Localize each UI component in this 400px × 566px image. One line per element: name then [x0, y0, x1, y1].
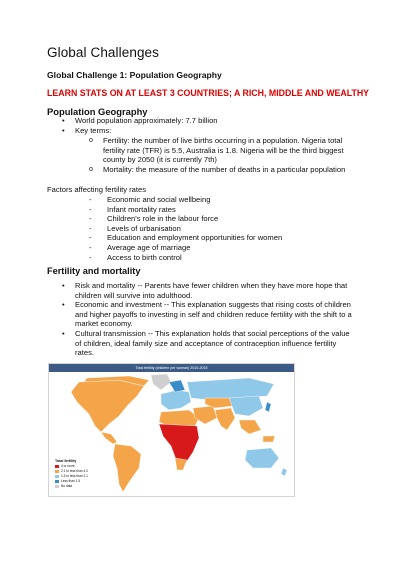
list-item: - Access to birth control — [89, 253, 339, 263]
key-terms-list — [89, 136, 347, 174]
list-item: • Key terms: — [62, 126, 362, 136]
page-title: Global Challenges — [47, 45, 160, 60]
legend-swatch — [55, 470, 59, 473]
region-china — [229, 396, 263, 416]
section-heading-population: Population Geography — [47, 106, 148, 117]
population-bullets — [62, 116, 362, 135]
legend-swatch — [55, 480, 59, 483]
legend-title: Total fertility — [55, 459, 77, 463]
list-item: - Children's role in the labour force — [89, 214, 339, 224]
region-europe — [161, 390, 191, 410]
region-central-america — [101, 432, 117, 444]
factors-list — [89, 195, 339, 262]
factors-heading: Factors affecting fertility rates — [47, 185, 147, 194]
region-sub-saharan-africa — [159, 424, 199, 464]
legend-item: 2.1 to less than 4.0 — [55, 469, 88, 474]
legend-swatch — [55, 465, 59, 468]
region-north-america — [71, 380, 144, 432]
list-item: • Cultural transmission -- This explanation holds that social perceptions of the value of children, ideal family size and acceptance of contraception influence fertility rates. — [62, 329, 354, 358]
fertility-bullets — [62, 281, 354, 358]
region-japan — [265, 402, 271, 412]
legend-swatch — [55, 485, 59, 488]
map-header: Total fertility (children per woman) 2010-2015 — [49, 364, 294, 372]
list-item: - Levels of urbanisation — [89, 224, 339, 234]
instruction-text: LEARN STATS ON AT LEAST 3 COUNTRIES; A RICH, MIDDLE AND WEALTHY — [47, 88, 370, 98]
list-item: o Fertility: the number of live births occurring in a population. Nigeria total fertility rate (TFR) is 5.5, Australia is 1.8. Nigeria will be the third biggest county by 2050 (it is currently 7th) — [89, 136, 347, 165]
list-item: - Infant mortality rates — [89, 205, 339, 215]
legend-swatch — [55, 475, 59, 478]
list-item: • World population approximately: 7.7 billion — [62, 116, 362, 126]
region-papua-new-guinea — [263, 436, 275, 442]
challenge-heading: Global Challenge 1: Population Geography — [47, 70, 222, 80]
legend-item: No data — [55, 484, 88, 489]
region-south-america — [113, 444, 141, 492]
map-legend — [55, 459, 88, 489]
region-australia — [245, 448, 279, 468]
list-item: - Average age of marriage — [89, 243, 339, 253]
legend-item: 4 or more — [55, 464, 88, 469]
region-greenland — [151, 374, 171, 390]
region-russia — [187, 378, 274, 400]
region-southern-africa — [175, 458, 187, 470]
section-heading-fertility: Fertility and mortality — [47, 266, 141, 276]
list-item: • Economic and investment -- This explanation suggests that rising costs of children and higher payoffs to investing in self and children reduce fertility with the shift to a market economy. — [62, 300, 354, 329]
region-scandinavia — [169, 380, 185, 392]
region-south-asia — [215, 408, 235, 430]
legend-item: Less than 1.5 — [55, 479, 88, 484]
fertility-map-figure — [48, 363, 295, 497]
list-item: o Mortality: the measure of the number of deaths in a particular population — [89, 165, 347, 175]
region-new-zealand — [281, 468, 287, 476]
region-southeast-asia — [239, 420, 261, 434]
list-item: • Risk and mortality -- Parents have fewer children when they have more hope that children will survive into adulthood. — [62, 281, 354, 300]
list-item: - Education and employment opportunities for women — [89, 233, 339, 243]
list-item: - Economic and social wellbeing — [89, 195, 339, 205]
legend-item: 1.5 to less than 2.1 — [55, 474, 88, 479]
